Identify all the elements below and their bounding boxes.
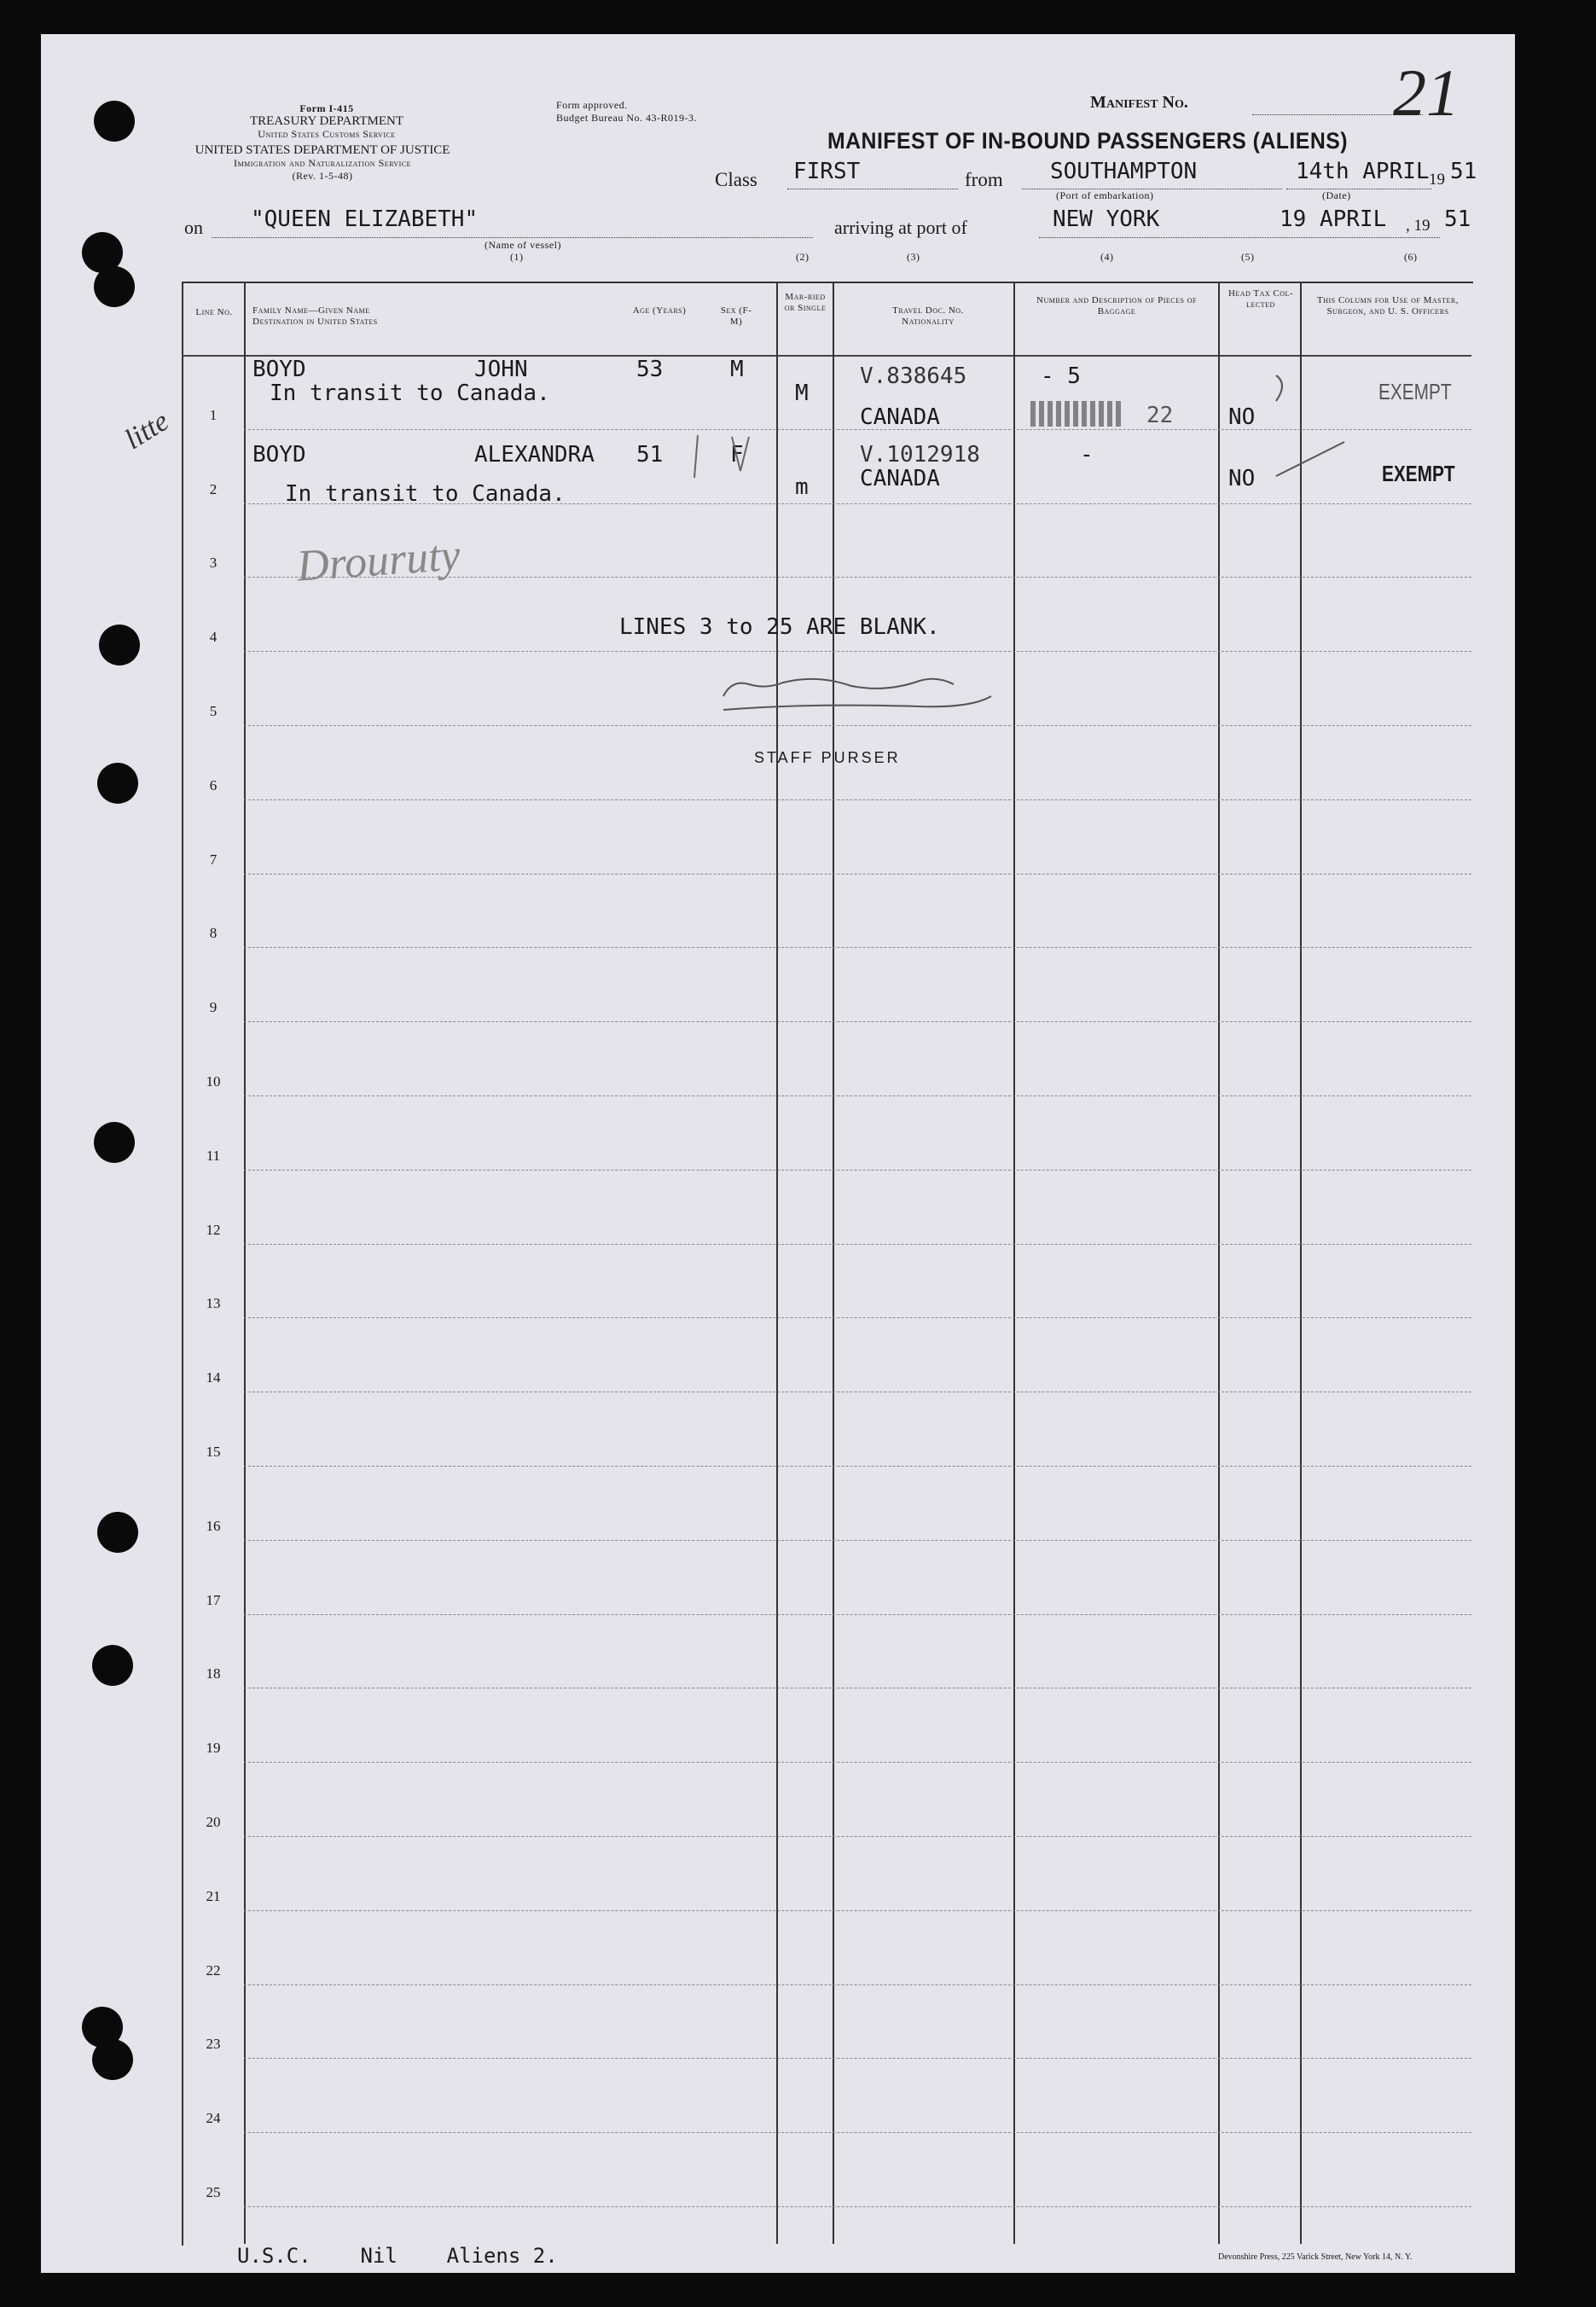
col-number-2: (2) [796,251,810,263]
rev-label: (Rev. 1-5-48) [292,170,353,182]
line-number: 8 [209,925,218,942]
customs-label: United States Customs Service [258,128,396,140]
row-line [244,2058,1471,2059]
passenger-head-tax: NO [1228,466,1256,491]
binder-hole [97,1512,138,1553]
passenger-marital: M [795,381,809,406]
justice-label: UNITED STATES DEPARTMENT OF JUSTICE [194,143,450,157]
arrival-year-prefix: , 19 [1406,217,1431,235]
treasury-label: TREASURY DEPARTMENT [249,114,404,128]
vessel-caption: (Name of vessel) [485,239,561,251]
header-destination-label: Destination in United States [252,317,378,327]
row-line [244,2132,1471,2133]
line-number: 21 [206,1887,221,1904]
printer-credit: Devonshire Press, 225 Varick Street, New York 14, N. Y. [1218,2252,1413,2262]
passenger-destination: In transit to Canada. [285,481,566,507]
passenger-marital: m [795,474,809,500]
header-name-label: Family Name—Given Name [252,305,370,316]
from-value: SOUTHAMPTON [1050,159,1198,184]
date-year-prefix: 19 [1429,171,1445,189]
header-sex: Sex (F-M) [720,305,752,327]
line-number: 9 [209,999,218,1016]
passenger-age: 53 [636,357,664,382]
port-caption: (Port of embarkation) [1056,189,1154,201]
binder-hole [94,1122,135,1163]
row-line [244,1910,1471,1911]
passenger-officers: EXEMPT [1382,461,1455,486]
row-line [244,947,1471,948]
handwritten-note: Drouruty [295,531,462,591]
passenger-age: 51 [636,442,664,468]
row-line [244,1540,1471,1541]
margin-note: litte [119,404,175,456]
line-number: 2 [209,480,218,497]
footer-summary: U.S.C. Nil Aliens 2. [237,2244,558,2268]
row-line [244,1244,1471,1245]
budget-label: Budget Bureau No. 43-R019-3. [556,112,697,124]
passenger-doc: V.838645 [860,363,967,389]
line-number: 24 [206,2110,221,2127]
line-number: 22 [206,1961,221,1979]
header-doc: Travel Doc. No. Nationality [892,305,964,327]
arriving-label: arriving at port of [834,217,967,238]
arrival-year: 51 [1444,206,1471,232]
class-label: Class [715,169,757,190]
header-line-no: Line No. [195,307,233,317]
manifest-no-label: Manifest No. [1090,93,1188,112]
line-number: 1 [209,406,218,423]
row-line [244,2206,1471,2207]
header-married: Mar-ried or Single [784,292,827,313]
manifest-document [41,34,1515,2273]
signature-stroke [723,679,954,696]
passenger-officers: EXEMPT [1378,379,1452,404]
row-line [244,1095,1471,1096]
form-number: Form I-415 [299,102,354,114]
class-value: FIRST [793,159,861,184]
line-number: 15 [206,1444,221,1460]
col-number-6: (6) [1404,251,1418,263]
line-number: 18 [206,1665,221,1682]
passenger-family-name: BOYD [252,357,306,382]
line-number: 16 [206,1517,221,1534]
row-line [244,1984,1471,1985]
passenger-baggage: - [1080,442,1094,468]
row-line [244,1021,1471,1022]
line-number: 3 [209,555,218,572]
header-officers: This Column for Use of Master, Surgeon, and U. S. Officers [1317,295,1459,317]
vessel-col-number: (1) [510,251,524,263]
col-number-4: (4) [1100,251,1114,263]
blank-lines-notice: LINES 3 to 25 ARE BLANK. [619,614,940,640]
row-line [244,1317,1471,1318]
passenger-head-tax: NO [1228,404,1256,430]
passenger-baggage: - 5 [1041,363,1081,389]
date-caption: (Date) [1322,189,1351,201]
line-number: 10 [206,1073,221,1090]
line-number: 6 [209,776,218,793]
passenger-family-name: BOYD [252,442,306,468]
passenger-sex: F [730,442,744,468]
arrival-port: NEW YORK [1053,206,1160,232]
header-age: Age (Years) [632,305,687,316]
checkmark-stroke [1276,442,1344,476]
header-baggage: Number and Description of Pieces of Baggage [1036,295,1197,317]
line-number: 19 [206,1740,221,1757]
line-number: 25 [206,2184,221,2200]
line-number: 23 [206,2036,221,2053]
departure-date: 14th APRIL [1296,159,1430,184]
approved-label: Form approved. [556,99,628,111]
passenger-destination: In transit to Canada. [270,381,550,406]
binder-hole [92,2039,133,2080]
immigration-label: Immigration and Naturalization Service [233,157,411,169]
row-line [244,1836,1471,1837]
passenger-nationality: CANADA [860,466,940,491]
header-headtax: Head Tax Col-lected [1227,288,1294,310]
line-number: 12 [206,1221,221,1238]
passenger-given-name: JOHN [474,357,528,382]
passenger-baggage-extra: 22 [1146,403,1174,428]
passenger-sex: M [730,357,744,382]
row-line [244,1466,1471,1467]
row-line [244,1170,1471,1171]
line-number: 14 [206,1369,221,1386]
line-number: 20 [206,1814,221,1830]
line-number: 5 [209,703,218,719]
passenger-nationality: CANADA [860,404,940,430]
passenger-given-name: ALEXANDRA [474,442,595,468]
col-number-5: (5) [1241,251,1255,263]
row-line [244,1614,1471,1615]
line-number: 7 [209,851,218,868]
vessel-name: "QUEEN ELIZABETH" [251,206,479,232]
line-number: 11 [206,1147,221,1164]
line-number: 13 [206,1295,221,1312]
col-number-3: (3) [907,251,920,263]
signature-underline [723,696,991,710]
row-line [244,1762,1471,1763]
passenger-doc: V.1012918 [860,442,980,468]
from-label: from [965,169,1003,190]
purser-title: STAFF PURSER [754,749,901,766]
on-label: on [184,217,203,238]
manifest-number: 21 [1393,55,1460,130]
departure-year: 51 [1450,159,1477,184]
binder-hole [92,1645,133,1686]
page-title: MANIFEST OF IN-BOUND PASSENGERS (ALIENS) [827,128,1348,154]
line-number: 4 [209,629,218,646]
line-number: 17 [206,1591,221,1608]
arrival-date: 19 APRIL [1280,206,1387,232]
checkmark-stroke [1276,375,1282,401]
pen-stroke [694,435,749,478]
